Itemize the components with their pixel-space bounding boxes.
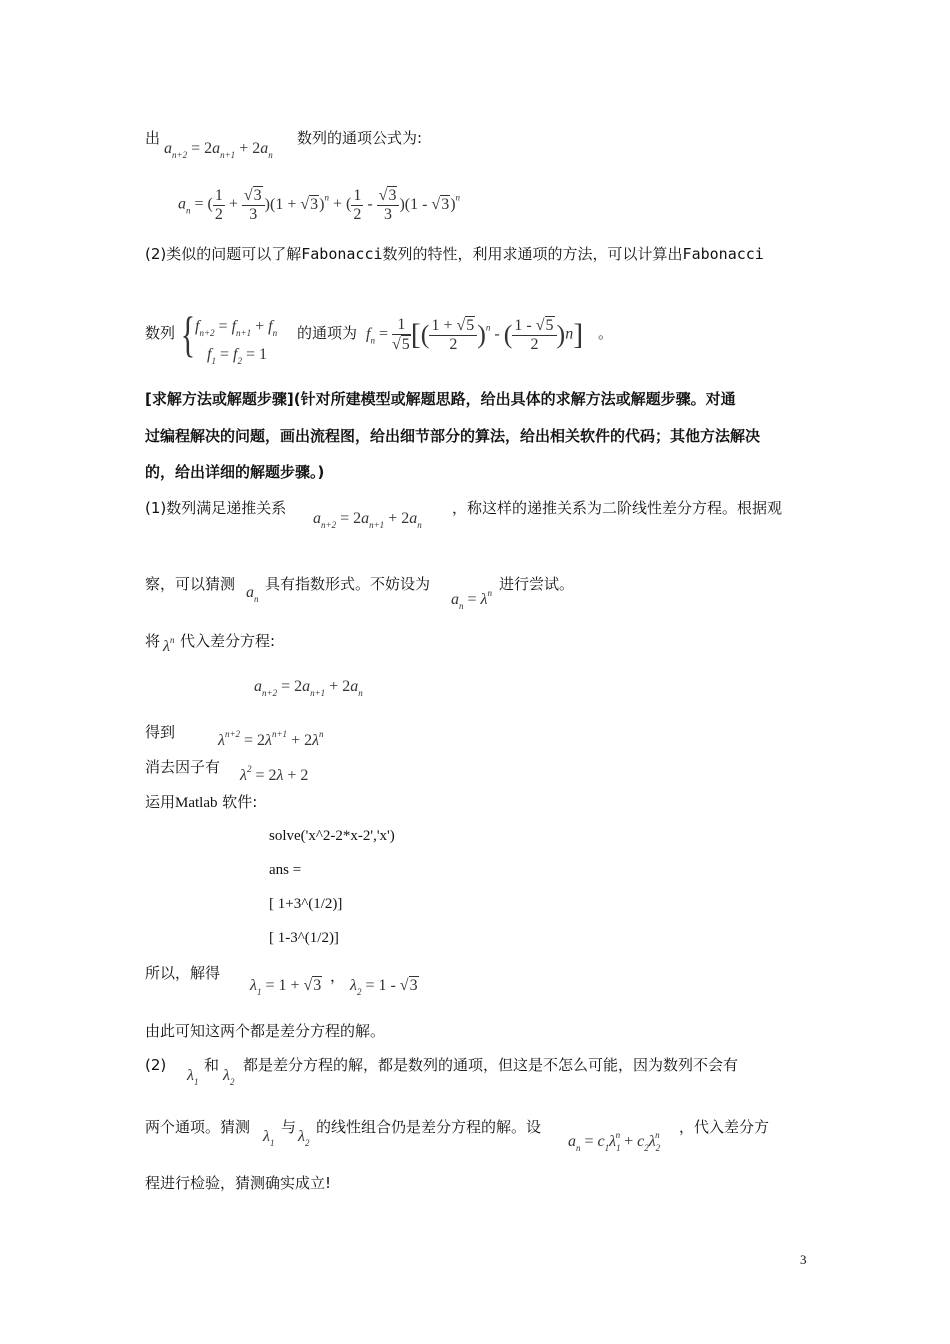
text-line: 两个通项。猜测: [145, 1118, 251, 1136]
system-brace: {: [180, 306, 196, 362]
text-line: 由此可知这两个都是差分方程的解。: [145, 1022, 386, 1040]
text-line: (1)数列满足递推关系: [145, 499, 287, 517]
text-segment: (2)类似的问题可以了解: [145, 245, 302, 263]
lambda2-symbol: $\lambda_2$: [223, 1067, 235, 1087]
text-line: ，代入差分方: [679, 1118, 770, 1136]
text-line: 进行尝试。: [499, 575, 575, 593]
text-line: ，称这样的递推关系为二阶线性差分方程。根据观: [452, 499, 783, 517]
lambda1-symbol: $\lambda_1$: [263, 1128, 275, 1148]
term-fabonacci: Fabonacci: [682, 245, 764, 263]
recurrence-formula: $a_{n+2} = 2a_{n+1} + 2a_n$: [313, 510, 422, 530]
fib-recurrence: $f_{n+2} = f_{n+1} + f_n$: [195, 318, 278, 338]
text-line: [145, 792, 257, 813]
lambda1-solution: $\lambda_1 = 1 + √3$: [250, 977, 322, 997]
section-heading-line: 过编程解决的问题，画出流程图，给出细节部分的算法，给出相关软件的代码；其他方法解决: [145, 427, 761, 445]
text-line: 数列: [145, 324, 176, 342]
trial-formula: $a_n = \lambda^n$: [451, 588, 492, 611]
text-line: [145, 244, 764, 264]
text-segment: 数列的特性，利用求通项的方法，可以计算出: [382, 245, 683, 263]
recurrence-formula: $a_{n+2} = 2a_{n+1} + 2a_n$: [164, 140, 273, 160]
text-segment: 运用: [145, 793, 176, 811]
code-line: ans =: [269, 862, 302, 878]
text-line: 程进行检验，猜测确实成立!: [145, 1174, 332, 1192]
text-line: 代入差分方程:: [180, 632, 276, 650]
lambda2-symbol: $\lambda_2$: [298, 1128, 310, 1148]
an-symbol: $a_n$: [246, 584, 259, 604]
text-line: 数列的通项公式为:: [297, 129, 423, 147]
section-heading-line: 的，给出详细的解题步骤。): [145, 463, 325, 481]
text-line: 所以，解得: [145, 964, 221, 982]
term-matlab: Matlab: [175, 795, 218, 811]
code-line: [ 1-3^(1/2)]: [269, 930, 339, 946]
code-line: solve('x^2-2*x-2','x'): [269, 828, 395, 844]
general-term-formula: $a_n$ = ( $\frac{1}{2}$ + $\frac{√3}{3}$ )$(1 + √3)^n$ + ( $\frac{1}{2}$ - $\frac{√3}{3}$ )(1 - √3)$^n$: [178, 186, 461, 223]
code-line: [ 1+3^(1/2)]: [269, 896, 343, 912]
text-line: (2): [145, 1056, 167, 1074]
text-line: ，: [330, 967, 346, 985]
text-line: 得到: [145, 723, 176, 741]
text-line: 将: [145, 632, 161, 650]
text-line: 和: [204, 1056, 220, 1074]
text-line: 消去因子有: [145, 758, 221, 776]
characteristic-equation: $\lambda^2 = 2\lambda + 2$: [240, 764, 309, 784]
lambda-equation: $\lambda^{n+2} = 2\lambda^{n+1} + 2\lambda^n$: [218, 729, 324, 749]
difference-equation: $a_{n+2} = 2a_{n+1} + 2a_n$: [254, 678, 363, 698]
text-line: 察，可以猜测: [145, 575, 236, 593]
page-number: 3: [800, 1252, 807, 1267]
lambda2-solution: $\lambda_2 = 1 - √3$: [350, 977, 418, 997]
linear-combination-formula: $a_n = c_1\lambda_1^n + c_2\lambda_2^n$: [568, 1130, 661, 1153]
text-line: 的线性组合仍是差分方程的解。设: [316, 1118, 542, 1136]
text-line: 与: [281, 1118, 297, 1136]
lambda-n-symbol: $\lambda^n$: [163, 635, 175, 655]
section-heading-line: [求解方法或解题步骤](针对所建模型或解题思路，给出具体的求解方法或解题步骤。对通: [145, 390, 736, 408]
fib-general-term: $f_n$ = $\frac{1}{√5}$ [( $\frac{1 + √5}{2}$ )$^n$ - ( $\frac{1 - √5}{2}$ )n]: [366, 316, 584, 353]
text-line: 都是差分方程的解，都是数列的通项，但这是不怎么可能，因为数列不会有: [243, 1056, 739, 1074]
text-line: 。: [598, 324, 614, 342]
text-line: 具有指数形式。不妨设为: [265, 575, 431, 593]
text-line: 的通项为: [297, 324, 358, 342]
text-segment: 软件:: [222, 793, 258, 811]
text-line: 出: [145, 129, 161, 147]
lambda1-symbol: $\lambda_1$: [187, 1067, 199, 1087]
term-fabonacci: Fabonacci: [301, 245, 383, 263]
fib-initial: $f_1 = f_2 = 1$: [207, 346, 267, 366]
